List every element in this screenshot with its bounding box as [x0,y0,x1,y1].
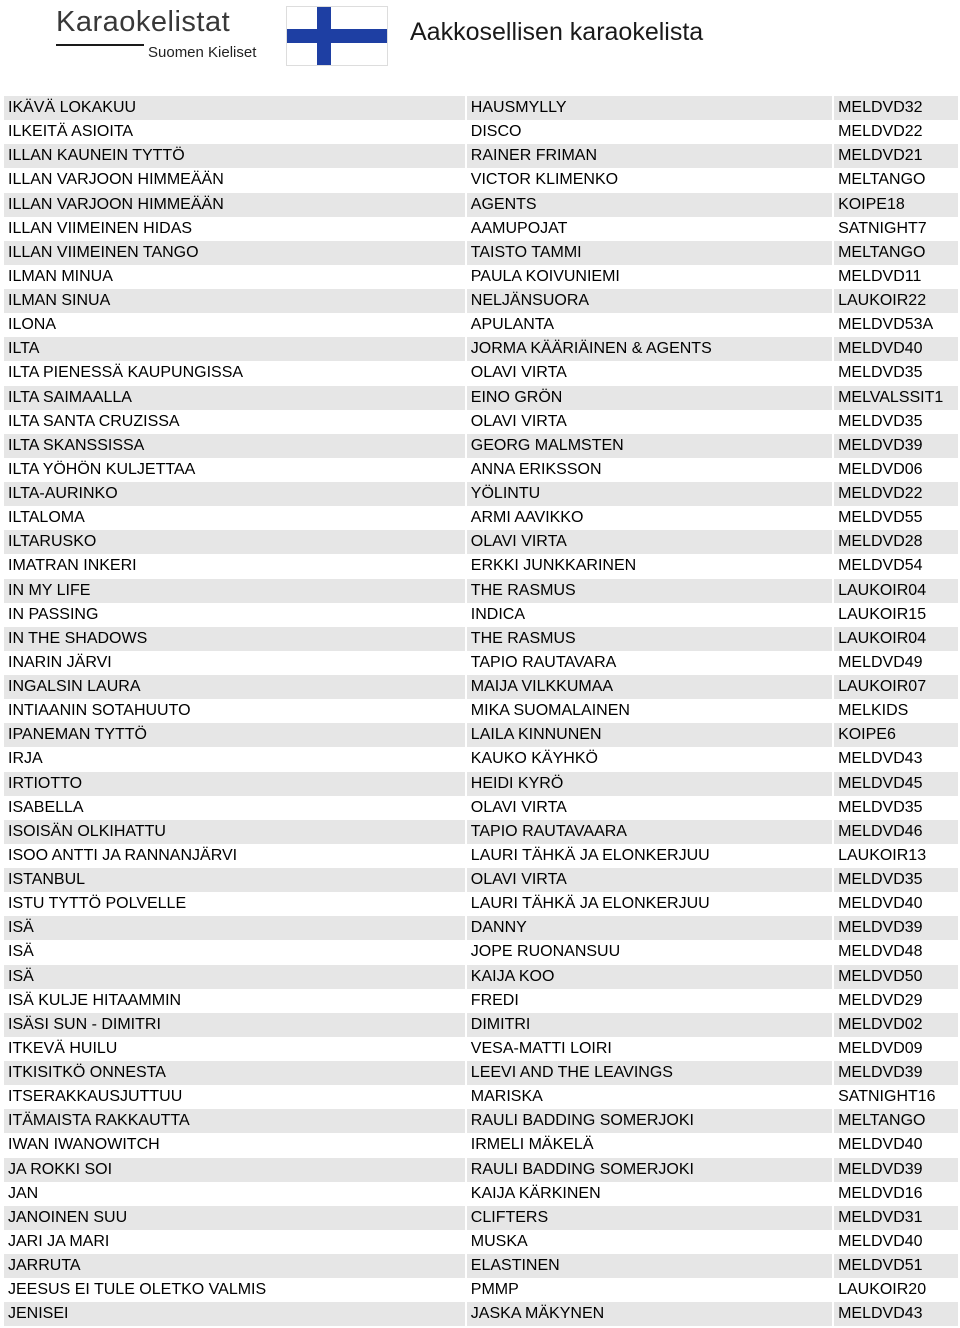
song-title-cell: ILLAN VIIMEINEN TANGO [4,241,466,265]
artist-cell: INDICA [466,603,833,627]
song-title-cell: ILTARUSKO [4,530,466,554]
song-title-cell: IN THE SHADOWS [4,627,466,651]
disc-code-cell: MELDVD39 [833,916,958,940]
artist-cell: MAIJA VILKKUMAA [466,675,833,699]
disc-code-cell: MELDVD50 [833,965,958,989]
table-row [4,1278,958,1302]
song-title-cell: ILTA-AURINKO [4,482,466,506]
table-row [4,1230,958,1254]
table-row [4,892,958,916]
table-row [4,193,958,217]
artist-cell: ARMI AAVIKKO [466,506,833,530]
disc-code-cell: MELDVD02 [833,1013,958,1037]
artist-cell: RAULI BADDING SOMERJOKI [466,1158,833,1182]
artist-cell: VESA-MATTI LOIRI [466,1037,833,1061]
artist-cell: THE RASMUS [466,627,833,651]
logo-title: Karaokelistat [56,6,231,38]
table-row [4,820,958,844]
disc-code-cell: LAUKOIR07 [833,675,958,699]
artist-cell: AGENTS [466,193,833,217]
disc-code-cell: MELDVD22 [833,482,958,506]
table-row [4,1133,958,1157]
artist-cell: JOPE RUONANSUU [466,940,833,964]
disc-code-cell: MELDVD21 [833,144,958,168]
song-title-cell: ISOO ANTTI JA RANNANJÄRVI [4,844,466,868]
song-title-cell: ILLAN VARJOON HIMMEÄÄN [4,168,466,192]
karaokelistat-logo [56,6,276,66]
table-row [4,699,958,723]
song-title-cell: ILLAN VIIMEINEN HIDAS [4,217,466,241]
table-row [4,458,958,482]
song-title-cell: ILKEITÄ ASIOITA [4,120,466,144]
disc-code-cell: MELDVD32 [833,96,958,120]
disc-code-cell: MELDVD39 [833,434,958,458]
karaoke-song-table [4,96,958,1326]
disc-code-cell: MELDVD53A [833,313,958,337]
page-header [0,0,960,96]
flag-cross-vertical [317,7,331,65]
artist-cell: OLAVI VIRTA [466,361,833,385]
table-row [4,723,958,747]
table-row [4,747,958,771]
artist-cell: KAIJA KOO [466,965,833,989]
logo-subtitle: Suomen Kieliset [148,44,257,61]
artist-cell: FREDI [466,989,833,1013]
disc-code-cell: MELDVD46 [833,820,958,844]
song-title-cell: ILONA [4,313,466,337]
table-row [4,1109,958,1133]
song-title-cell: ILTA SKANSSISSA [4,434,466,458]
table-row [4,241,958,265]
table-row [4,168,958,192]
disc-code-cell: MELDVD35 [833,796,958,820]
song-title-cell: IPANEMAN TYTTÖ [4,723,466,747]
disc-code-cell: MELDVD22 [833,120,958,144]
song-title-cell: ILTA YÖHÖN KULJETTAA [4,458,466,482]
disc-code-cell: MELDVD55 [833,506,958,530]
song-title-cell: IN PASSING [4,603,466,627]
song-title-cell: ILTA PIENESSÄ KAUPUNGISSA [4,361,466,385]
artist-cell: DISCO [466,120,833,144]
artist-cell: PMMP [466,1278,833,1302]
disc-code-cell: MELDVD09 [833,1037,958,1061]
table-row [4,603,958,627]
table-row [4,796,958,820]
artist-cell: APULANTA [466,313,833,337]
table-row [4,579,958,603]
disc-code-cell: MELTANGO [833,168,958,192]
artist-cell: TAPIO RAUTAVARA [466,651,833,675]
artist-cell: PAULA KOIVUNIEMI [466,265,833,289]
artist-cell: IRMELI MÄKELÄ [466,1133,833,1157]
finnish-flag-icon [286,6,388,66]
table-row [4,410,958,434]
disc-code-cell: MELDVD54 [833,554,958,578]
artist-cell: GEORG MALMSTEN [466,434,833,458]
song-title-cell: INGALSIN LAURA [4,675,466,699]
table-row [4,530,958,554]
song-title-cell: IRTIOTTO [4,772,466,796]
artist-cell: DIMITRI [466,1013,833,1037]
artist-cell: HEIDI KYRÖ [466,772,833,796]
song-title-cell: ILTA SAIMAALLA [4,386,466,410]
table-row [4,844,958,868]
disc-code-cell: MELDVD31 [833,1206,958,1230]
song-title-cell: JARRUTA [4,1254,466,1278]
song-title-cell: IWAN IWANOWITCH [4,1133,466,1157]
table-row [4,868,958,892]
disc-code-cell: MELDVD43 [833,747,958,771]
disc-code-cell: KOIPE6 [833,723,958,747]
song-title-cell: IMATRAN INKERI [4,554,466,578]
disc-code-cell: LAUKOIR22 [833,289,958,313]
disc-code-cell: MELDVD35 [833,410,958,434]
artist-cell: LAURI TÄHKÄ JA ELONKERJUU [466,892,833,916]
song-title-cell: JEESUS EI TULE OLETKO VALMIS [4,1278,466,1302]
disc-code-cell: MELDVD39 [833,1158,958,1182]
table-row [4,434,958,458]
song-title-cell: JAN [4,1182,466,1206]
disc-code-cell: MELDVD29 [833,989,958,1013]
song-title-cell: ISOISÄN OLKIHATTU [4,820,466,844]
disc-code-cell: MELDVD35 [833,361,958,385]
artist-cell: HAUSMYLLY [466,96,833,120]
disc-code-cell: MELDVD16 [833,1182,958,1206]
disc-code-cell: LAUKOIR04 [833,627,958,651]
artist-cell: RAULI BADDING SOMERJOKI [466,1109,833,1133]
disc-code-cell: LAUKOIR04 [833,579,958,603]
disc-code-cell: MELDVD40 [833,1230,958,1254]
song-title-cell: ILLAN VARJOON HIMMEÄÄN [4,193,466,217]
disc-code-cell: MELDVD40 [833,1133,958,1157]
table-row [4,940,958,964]
artist-cell: RAINER FRIMAN [466,144,833,168]
song-title-cell: ILTALOMA [4,506,466,530]
disc-code-cell: MELDVD06 [833,458,958,482]
table-row [4,337,958,361]
table-row [4,1061,958,1085]
table-row [4,289,958,313]
song-table-body [4,96,958,1326]
table-row [4,1037,958,1061]
song-title-cell: ITKEVÄ HUILU [4,1037,466,1061]
disc-code-cell: MELDVD51 [833,1254,958,1278]
table-row [4,989,958,1013]
table-row [4,1085,958,1109]
table-row [4,482,958,506]
table-row [4,1182,958,1206]
song-title-cell: JARI JA MARI [4,1230,466,1254]
song-title-cell: ITSERAKKAUSJUTTUU [4,1085,466,1109]
disc-code-cell: MELDVD48 [833,940,958,964]
song-title-cell: ISÄ [4,965,466,989]
artist-cell: OLAVI VIRTA [466,410,833,434]
song-title-cell: ITÄMAISTA RAKKAUTTA [4,1109,466,1133]
song-title-cell: JANOINEN SUU [4,1206,466,1230]
disc-code-cell: MELDVD11 [833,265,958,289]
song-title-cell: ILTA [4,337,466,361]
disc-code-cell: MELKIDS [833,699,958,723]
artist-cell: EINO GRÖN [466,386,833,410]
table-row [4,361,958,385]
artist-cell: YÖLINTU [466,482,833,506]
disc-code-cell: LAUKOIR20 [833,1278,958,1302]
table-row [4,506,958,530]
artist-cell: VICTOR KLIMENKO [466,168,833,192]
artist-cell: MUSKA [466,1230,833,1254]
disc-code-cell: MELVALSSIT1 [833,386,958,410]
table-row [4,675,958,699]
flag-cross-horizontal [287,29,387,43]
artist-cell: OLAVI VIRTA [466,868,833,892]
song-title-cell: ITKISITKÖ ONNESTA [4,1061,466,1085]
table-row [4,313,958,337]
table-row [4,386,958,410]
table-row [4,96,958,120]
disc-code-cell: MELDVD35 [833,868,958,892]
song-title-cell: ISÄSI SUN - DIMITRI [4,1013,466,1037]
disc-code-cell: MELDVD28 [833,530,958,554]
artist-cell: NELJÄNSUORA [466,289,833,313]
disc-code-cell: SATNIGHT7 [833,217,958,241]
song-title-cell: ISTANBUL [4,868,466,892]
artist-cell: THE RASMUS [466,579,833,603]
artist-cell: LEEVI AND THE LEAVINGS [466,1061,833,1085]
song-title-cell: IRJA [4,747,466,771]
artist-cell: KAIJA KÄRKINEN [466,1182,833,1206]
artist-cell: ERKKI JUNKKARINEN [466,554,833,578]
artist-cell: JASKA MÄKYNEN [466,1302,833,1326]
table-row [4,1254,958,1278]
song-title-cell: IN MY LIFE [4,579,466,603]
song-title-cell: ISABELLA [4,796,466,820]
artist-cell: MIKA SUOMALAINEN [466,699,833,723]
disc-code-cell: MELDVD43 [833,1302,958,1326]
table-row [4,627,958,651]
disc-code-cell: MELDVD49 [833,651,958,675]
logo-underline [56,44,144,46]
song-title-cell: ISÄ KULJE HITAAMMIN [4,989,466,1013]
artist-cell: TAISTO TAMMI [466,241,833,265]
artist-cell: AAMUPOJAT [466,217,833,241]
artist-cell: TAPIO RAUTAVAARA [466,820,833,844]
table-row [4,1206,958,1230]
artist-cell: CLIFTERS [466,1206,833,1230]
song-title-cell: ILMAN MINUA [4,265,466,289]
disc-code-cell: MELDVD39 [833,1061,958,1085]
song-title-cell: JENISEI [4,1302,466,1326]
disc-code-cell: MELTANGO [833,1109,958,1133]
song-title-cell: INTIAANIN SOTAHUUTO [4,699,466,723]
disc-code-cell: SATNIGHT16 [833,1085,958,1109]
table-row [4,965,958,989]
table-row [4,651,958,675]
song-title-cell: ISÄ [4,916,466,940]
song-title-cell: IKÄVÄ LOKAKUU [4,96,466,120]
table-row [4,217,958,241]
table-row [4,772,958,796]
table-row [4,1302,958,1326]
table-row [4,144,958,168]
artist-cell: KAUKO KÄYHKÖ [466,747,833,771]
artist-cell: LAURI TÄHKÄ JA ELONKERJUU [466,844,833,868]
disc-code-cell: LAUKOIR13 [833,844,958,868]
song-title-cell: ISTU TYTTÖ POLVELLE [4,892,466,916]
song-title-cell: ILLAN KAUNEIN TYTTÖ [4,144,466,168]
song-title-cell: INARIN JÄRVI [4,651,466,675]
song-title-cell: ILTA SANTA CRUZISSA [4,410,466,434]
disc-code-cell: KOIPE18 [833,193,958,217]
disc-code-cell: MELTANGO [833,241,958,265]
artist-cell: OLAVI VIRTA [466,796,833,820]
song-title-cell: ISÄ [4,940,466,964]
artist-cell: ELASTINEN [466,1254,833,1278]
artist-cell: LAILA KINNUNEN [466,723,833,747]
artist-cell: MARISKA [466,1085,833,1109]
table-row [4,1013,958,1037]
table-row [4,1158,958,1182]
page-title: Aakkosellisen karaokelista [410,18,704,46]
disc-code-cell: LAUKOIR15 [833,603,958,627]
disc-code-cell: MELDVD45 [833,772,958,796]
artist-cell: ANNA ERIKSSON [466,458,833,482]
artist-cell: OLAVI VIRTA [466,530,833,554]
table-row [4,120,958,144]
disc-code-cell: MELDVD40 [833,337,958,361]
table-row [4,554,958,578]
table-row [4,916,958,940]
artist-cell: JORMA KÄÄRIÄINEN & AGENTS [466,337,833,361]
table-row [4,265,958,289]
song-title-cell: JA ROKKI SOI [4,1158,466,1182]
artist-cell: DANNY [466,916,833,940]
song-title-cell: ILMAN SINUA [4,289,466,313]
disc-code-cell: MELDVD40 [833,892,958,916]
